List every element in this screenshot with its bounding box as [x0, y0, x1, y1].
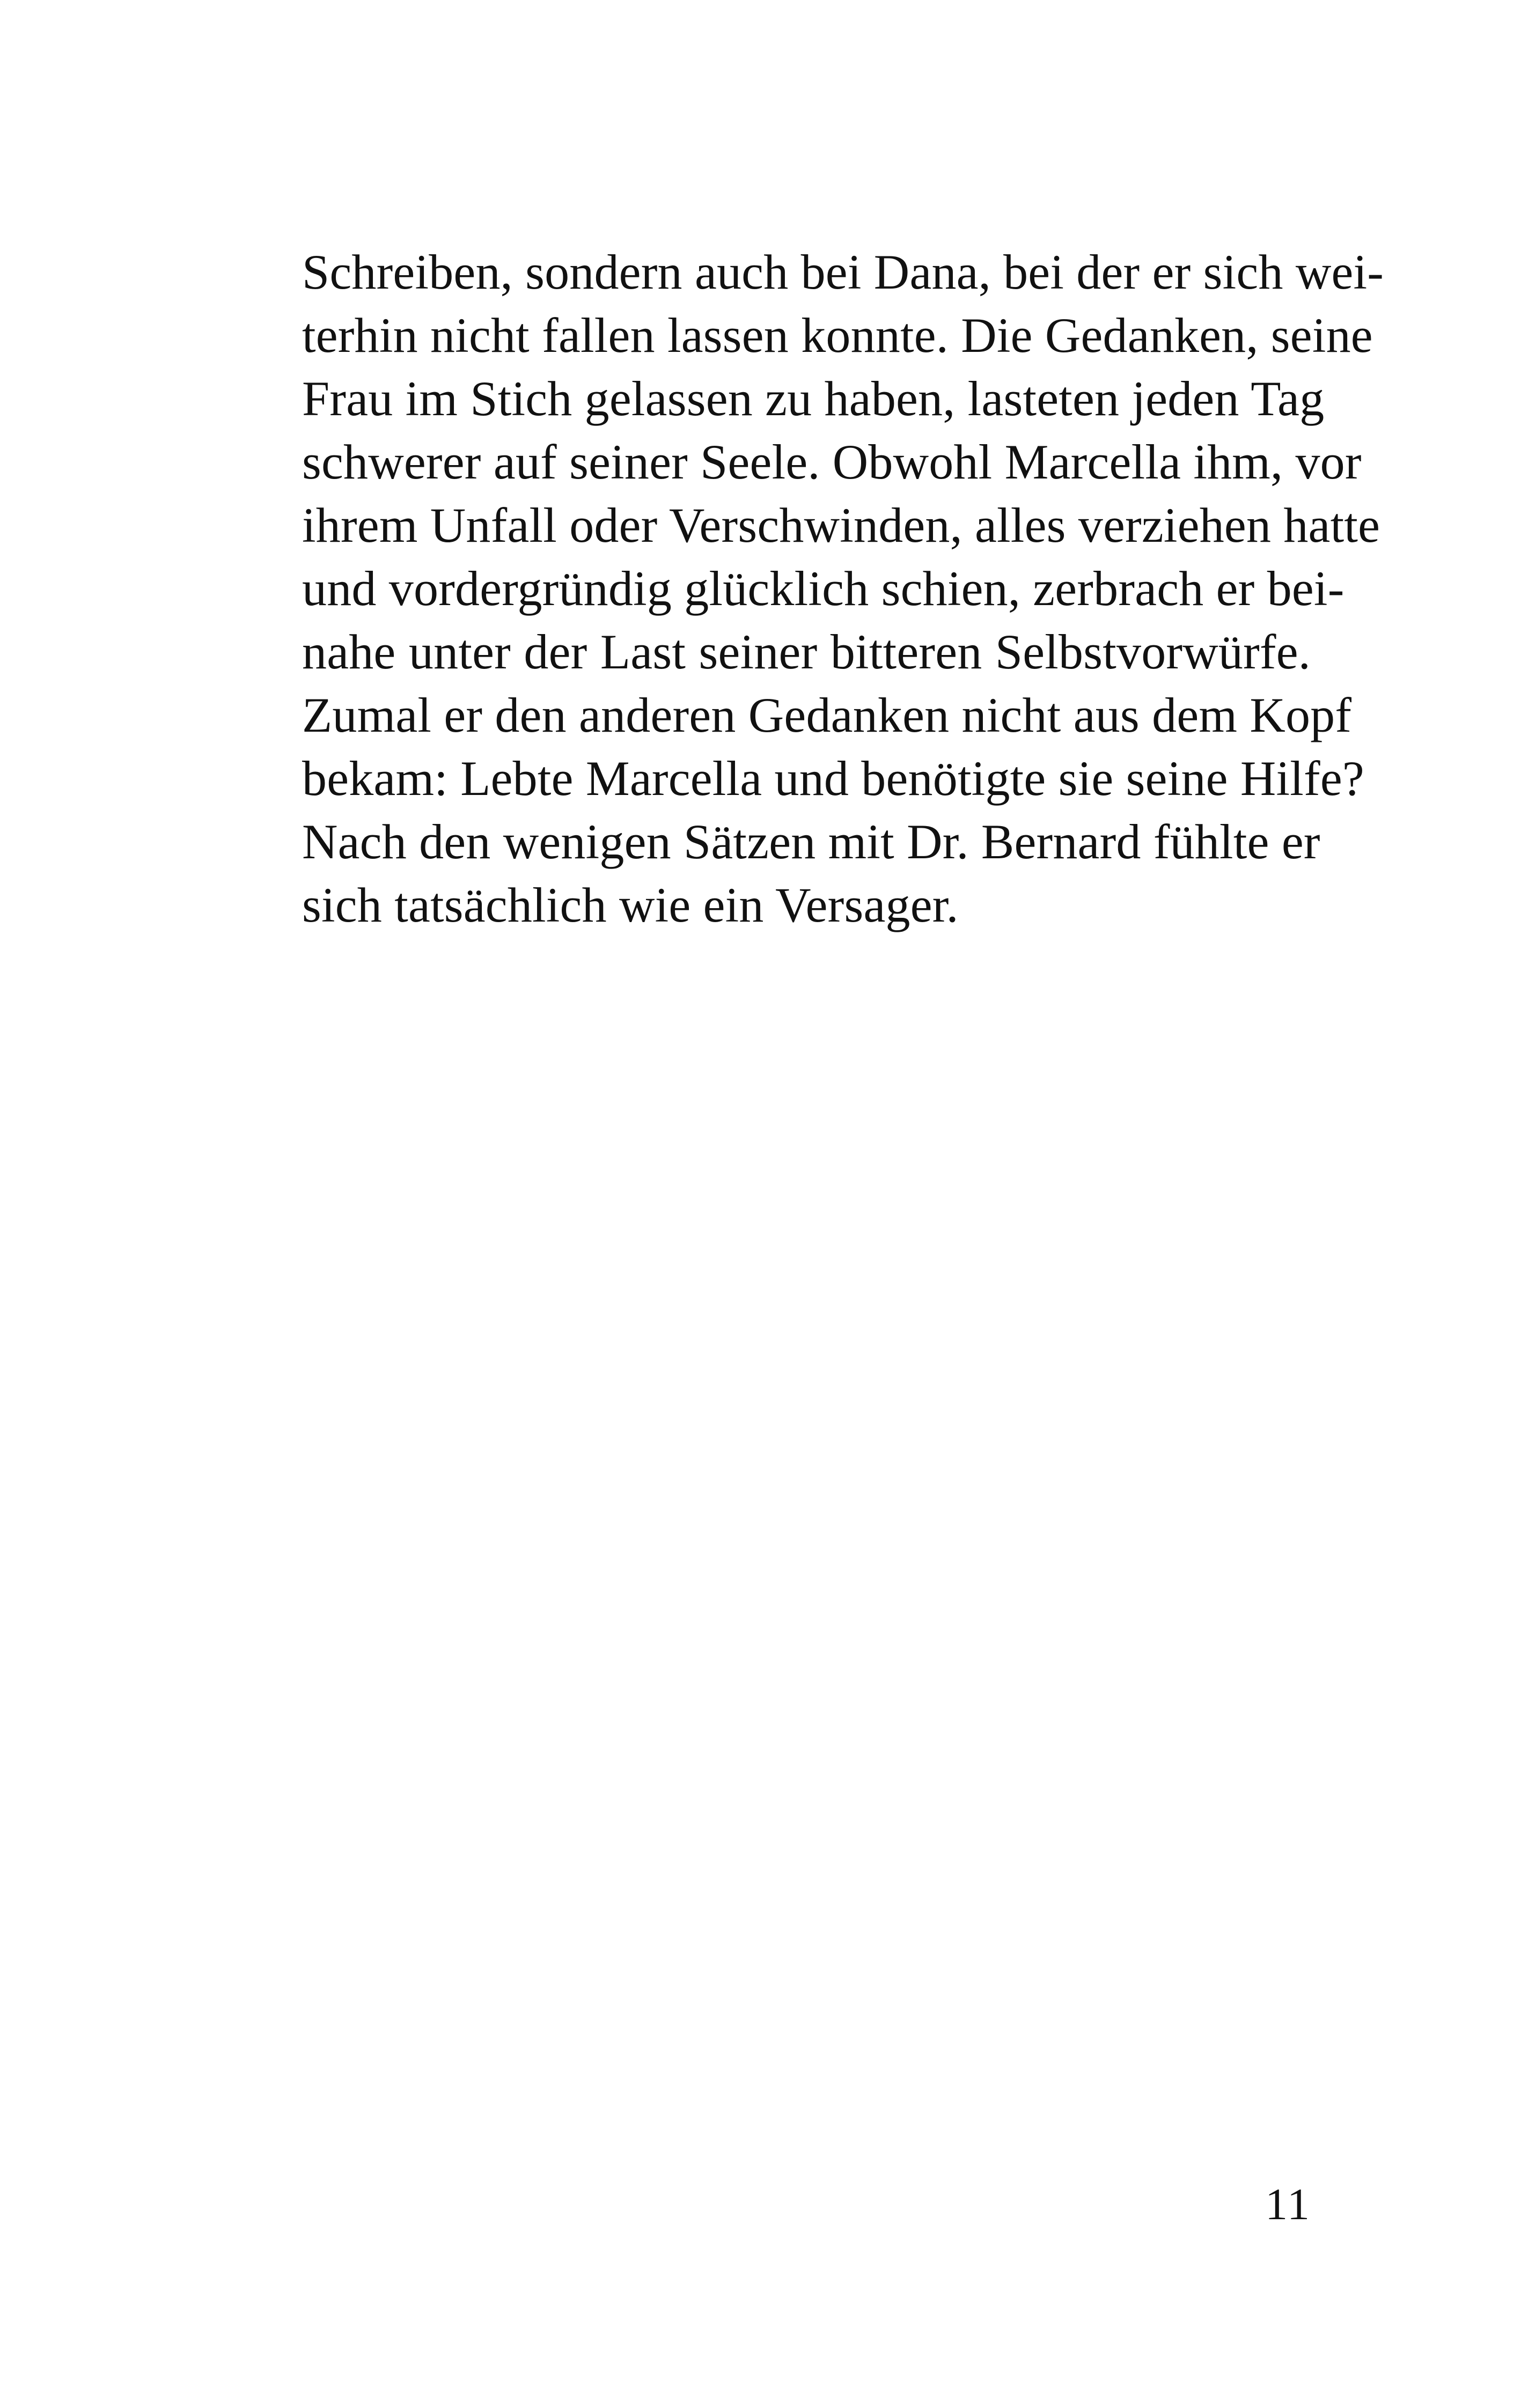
text-line: bekam: Lebte Marcella und benötigte sie seine Hilfe? — [302, 751, 1364, 806]
text-line: terhin nicht fallen lassen konnte. Die Gedanken, seine — [302, 308, 1373, 363]
text-line: Zumal er den anderen Gedanken nicht aus dem Kopf — [302, 688, 1352, 742]
page-number: 11 — [1265, 2179, 1311, 2229]
text-line: nahe unter der Last seiner bitteren Selbstvorwürfe. — [302, 624, 1311, 679]
text-line: Schreiben, sondern auch bei Dana, bei der er sich wei- — [302, 245, 1384, 299]
text-line: ihrem Unfall oder Verschwinden, alles verziehen hatte — [302, 498, 1380, 553]
text-line: und vordergründig glücklich schien, zerbrach er bei- — [302, 561, 1344, 616]
text-line: sich tatsächlich wie ein Versager. — [302, 878, 959, 932]
text-line: schwerer auf seiner Seele. Obwohl Marcella ihm, vor — [302, 435, 1362, 489]
body-paragraph — [302, 240, 1384, 937]
text-line: Frau im Stich gelassen zu haben, lasteten jeden Tag — [302, 371, 1325, 426]
text-line: Nach den wenigen Sätzen mit Dr. Bernard fühlte er — [302, 814, 1320, 869]
